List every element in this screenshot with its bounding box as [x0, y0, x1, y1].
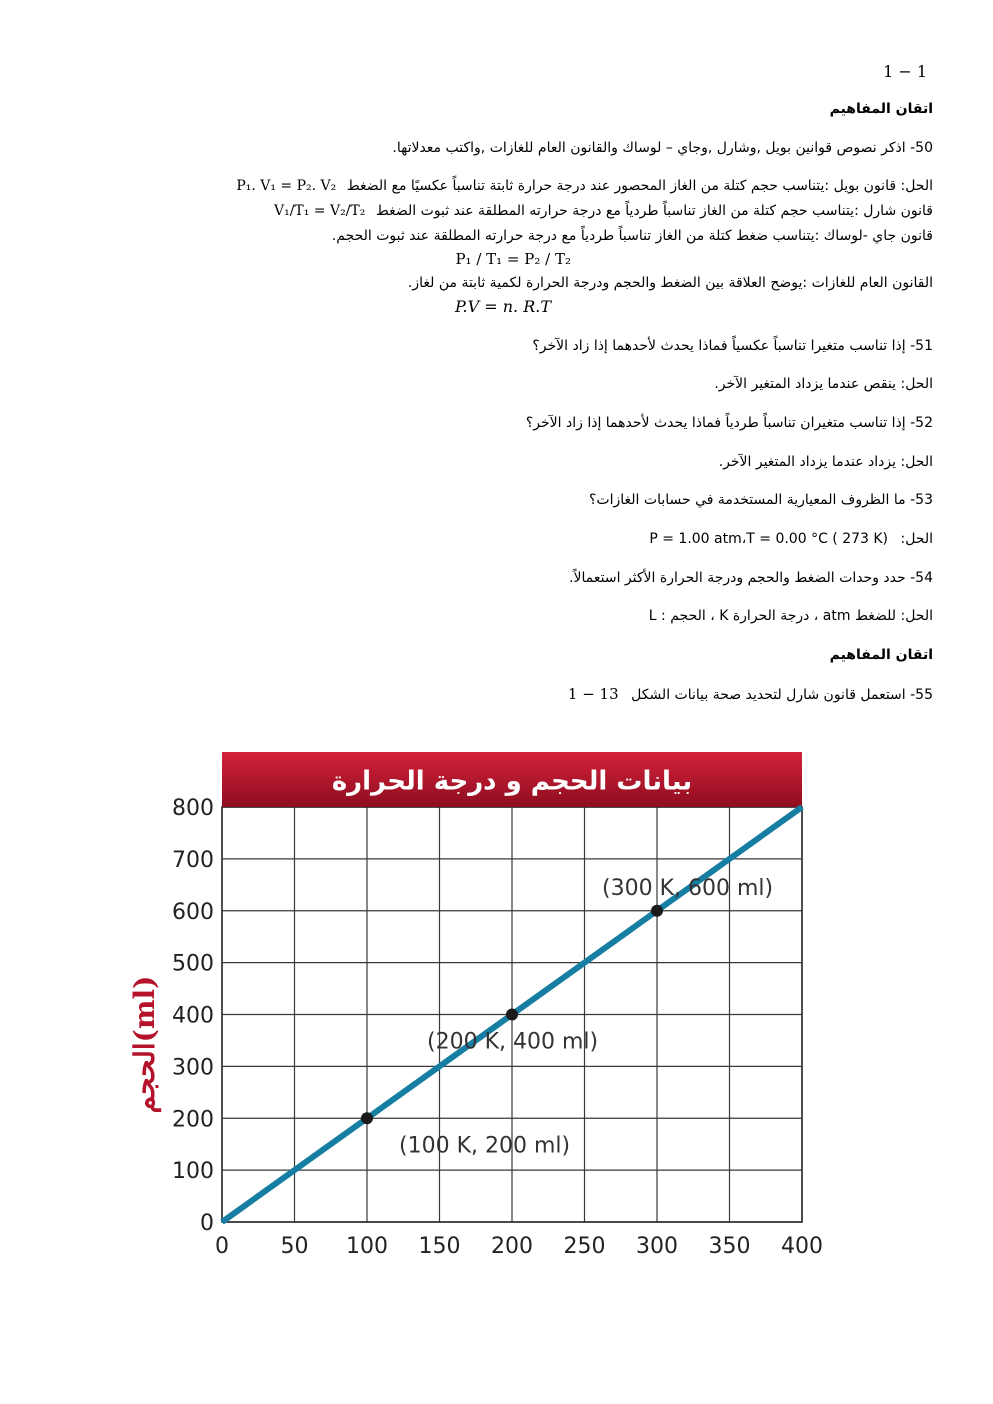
x-tick-label: 150 — [418, 1234, 461, 1259]
charles-law-text: قانون شارل :يتناسب حجم كتلة من الغاز تناسباً طردياً مع درجة حرارته المطلقة عند ثبوت الضغط — [375, 203, 933, 219]
x-tick-label: 0 — [215, 1234, 229, 1259]
y-tick-label: 500 — [172, 951, 214, 977]
charles-law-equation: V₁/T₁ = V₂/T₂ — [273, 203, 366, 219]
section-heading: اتقان المفاهيم — [829, 101, 933, 117]
question-55 — [568, 685, 933, 704]
chart-title: بيانات الحجم و درجة الحرارة — [331, 766, 693, 797]
question-50: 50- اذكر نصوص قوانين بويل ,وشارل ,وجاي – لوساك والقانون العام للغازات ,واكتب معدلاتها. — [392, 140, 933, 156]
general-gas-law-equation: P.V = n. R.T — [454, 297, 551, 316]
boyle-law-answer — [236, 177, 933, 195]
data-point — [361, 1112, 373, 1124]
y-tick-label: 400 — [172, 1003, 214, 1029]
charles-law-answer — [274, 202, 933, 220]
data-point — [506, 1009, 518, 1021]
y-axis-label: الحجم(ml) — [128, 975, 161, 1114]
figure-reference: 1 − 13 — [567, 685, 619, 703]
boyle-law-text: الحل: قانون بويل :يتناسب حجم كتلة من الغاز المحصور عند درجة حرارة ثابتة تناسباً عكسيًا مع الضغط — [346, 178, 933, 194]
general-gas-law-text: القانون العام للغازات :يوضح العلاقة بين الضغط والحجم ودرجة الحرارة لكمية ثابتة من لغاز. — [407, 275, 933, 291]
x-tick-label: 250 — [563, 1234, 606, 1259]
y-tick-label: 200 — [172, 1107, 214, 1133]
answer-53 — [649, 530, 933, 548]
data-point — [651, 905, 663, 917]
x-tick-label: 300 — [636, 1234, 678, 1259]
answer-53-value: P = 1.00 atm،T = 0.00 °C ( 273 K) — [649, 531, 889, 547]
x-tick-label: 350 — [708, 1234, 751, 1259]
x-tick-label: 200 — [491, 1234, 533, 1259]
chart-svg — [0, 740, 993, 1280]
answer-51: الحل: ينقص عندما يزداد المتغير الآخر. — [714, 376, 933, 392]
volume-temperature-chart — [0, 740, 993, 1280]
boyle-law-equation: P₁. V₁ = P₂. V₂ — [236, 178, 337, 194]
answer-52: الحل: يزداد عندما يزداد المتغير الآخر. — [718, 454, 933, 470]
x-tick-label: 400 — [781, 1234, 823, 1259]
gay-lussac-law-text: قانون جاي -لوساك :يتناسب ضغط كتلة من الغاز تناسباً طردياً مع درجة حرارته المطلقة عند ثبوت الحجم. — [331, 228, 933, 244]
x-tick-label: 50 — [280, 1234, 309, 1259]
y-tick-label: 800 — [172, 796, 214, 821]
question-52: 52- إذا تناسب متغيران تناسباً طردياً فماذا يحدث لأحدهما إذا زاد الآخر؟ — [525, 415, 933, 431]
y-tick-label: 700 — [172, 847, 214, 873]
section-heading-2: اتقان المفاهيم — [829, 647, 933, 663]
question-54: 54- حدد وحدات الضغط والحجم ودرجة الحرارة الأكثر استعمالاً. — [569, 570, 933, 586]
x-tick-label: 100 — [346, 1234, 388, 1259]
data-label: (200 K, 400 ml) — [427, 1029, 599, 1055]
y-tick-label: 300 — [172, 1055, 214, 1081]
gay-lussac-law-equation: P₁ / T₁ = P₂ / T₂ — [455, 250, 571, 268]
data-label: (100 K, 200 ml) — [399, 1133, 571, 1159]
page-number: 1 − 1 — [883, 62, 927, 81]
question-51: 51- إذا تناسب متغيرا تناسباً عكسياً فماذا يحدث لأحدهما إذا زاد الآخر؟ — [532, 338, 933, 354]
question-55-text: 55- استعمل قانون شارل لتحديد صحة بيانات الشكل — [631, 687, 933, 703]
answer-53-label: الحل: — [900, 531, 933, 547]
y-tick-label: 0 — [200, 1211, 214, 1236]
answer-54: الحل: للضغط atm ، درجة الحرارة K ، الحجم : L — [648, 608, 933, 624]
data-label: (300 K, 600 ml) — [602, 875, 774, 901]
y-tick-label: 100 — [172, 1159, 214, 1185]
question-53: 53- ما الظروف المعيارية المستخدمة في حسابات الغازات؟ — [589, 492, 933, 508]
y-tick-label: 600 — [172, 899, 214, 925]
